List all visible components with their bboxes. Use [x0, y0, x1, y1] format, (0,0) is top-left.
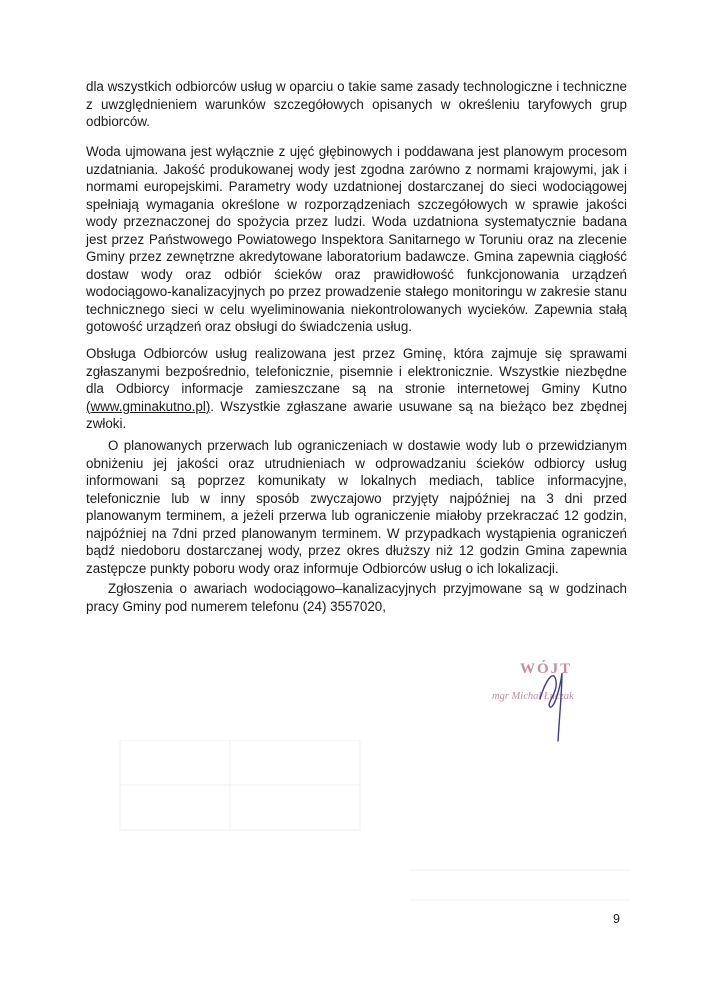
paragraph-failure-reports: Zgłoszenia o awariach wodociągowo–kanalizacyjnych przyjmowane są w godzinach pracy Gminy pod numerem telefonu (24) 3557020, — [86, 581, 627, 614]
stamp-title: WÓJT — [520, 661, 573, 677]
paragraph-tariff-groups: dla wszystkich odbiorców usług w oparciu o takie same zasady technologiczne i techniczne z uwzględnieniem warunków szczegółowych opisanych w określeniu taryfowych grup odbiorców. — [86, 79, 627, 129]
paragraph-supply-interruptions: O planowanych przerwach lub ograniczeniach w dostawie wody lub o przewidzianym obniżeniu jej jakości oraz utrudnieniach w odprowadzaniu ścieków odbiorcy usług informowani są poprzez komunikaty w lokalnych mediach, tablice informacyjne, telefonicznie lub w inny sposób zwyczajowo przyjęty najpóźniej na 3 dni przed planowanym terminem, a jeżeli przerwa lub ograniczenie miałoby przekraczać 12 godzin, najpóźniej na 7dni przed planowanym terminem. W przypadkach wystąpienia ograniczeń bądź niedoboru dostarczanej wody, przez okres dłuższy niż 12 godzin Gmina zapewnia zastępcze punkty poboru wody oraz informuje Odbiorców usług o ich lokalizacji. — [86, 438, 627, 576]
bleed-through-table — [110, 740, 650, 920]
stamp-name: mgr Michał Łuczak — [492, 691, 574, 702]
paragraph-customer-service — [86, 345, 627, 433]
official-stamp — [480, 655, 590, 745]
service-text-before-link: Obsługa Odbiorców usług realizowana jest przez Gminę, która zajmuje się sprawami zgłaszanymi bezpośrednio, telefonicznie, pisemnie i elektronicznie. Wszystkie niezbędne dla Odbiorcy informacje zamieszczane są na stronie internetowej Gminy Kutno — [86, 346, 627, 396]
page-number: 9 — [613, 912, 620, 926]
paragraph-water-quality: Woda ujmowana jest wyłącznie z ujęć głębinowych i poddawana jest planowym procesom uzdatniania. Jakość produkowanej wody jest zgodna zarówno z normami krajowymi, jak i normami europejskimi. Parametry wody uzdatnionej dostarczanej do sieci wodociągowej spełniają wymagania określone w rozporządzeniach szczegółowych w sprawie jakości wody przeznaczonej do spożycia przez ludzi. Woda uzdatniona systematycznie badana jest przez Państwowego Powiatowego Inspektora Sanitarnego w Toruniu oraz na zlecenie Gminy przez zewnętrzne akredytowane laboratorium badawcze. Gmina zapewnia ciągłość dostaw wody oraz odbiór ścieków oraz prawidłowość funkcjonowania urządzeń wodociągowo-kanalizacyjnych po przez prowadzenie stałego monitoringu w zakresie stanu technicznego sieci w celu wyeliminowania niekontrolowanych wycieków. Zapewnia stałą gotowość urządzeń oraz obsługi do świadczenia usług. — [86, 144, 627, 334]
handwritten-signature — [532, 659, 572, 743]
service-text-after-link: . Wszystkie zgłaszane awarie usuwane są na bieżąco bez zbędnej zwłoki. — [86, 398, 627, 431]
website-link[interactable]: (www.gminakutno.pl) — [86, 398, 211, 414]
